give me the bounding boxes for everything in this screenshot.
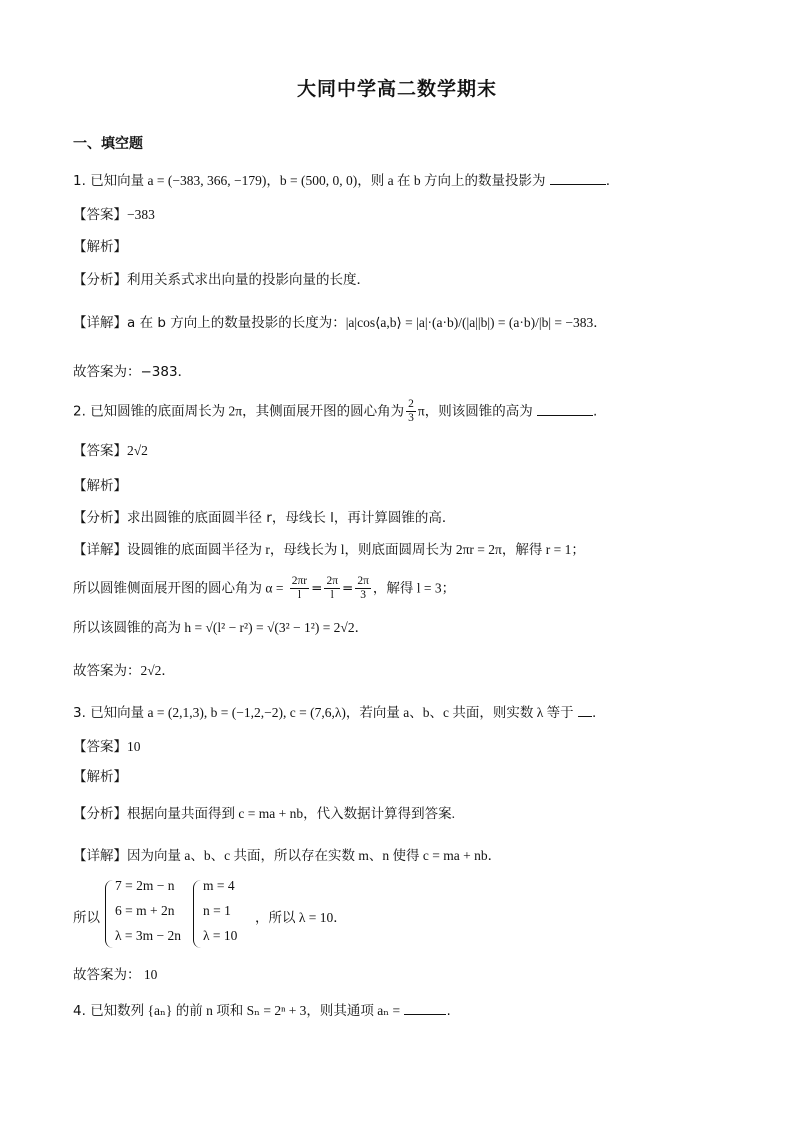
xiangjie-line-2: [73, 540, 585, 560]
projection-formula: |a|cos⟨a,b⟩ = |a|·(a·b)/(|a||b|) = (a·b)/|b| = −383: [345, 315, 594, 330]
xiangjie-label: 【详解】: [73, 848, 127, 864]
answer-blank: [550, 170, 606, 185]
answer-blank: [537, 401, 593, 416]
analysis-label: 【解析】: [73, 239, 127, 255]
answer-label: 【答案】: [73, 443, 127, 459]
question-2: 2. 已知圆锥的底面周长为 2π，其侧面展开图的圆心角为 $\frac{2}{3}$ π，则该圆锥的高为 .: [73, 398, 598, 424]
xiangjie-label: 【详解】: [73, 542, 127, 558]
answer-line-3: [73, 737, 141, 757]
xiangjie-text: a 在 b 方向上的数量投影的长度为：: [127, 315, 346, 331]
fenxi-label: 【分析】: [73, 806, 127, 822]
fraction-2pir-over-l: $\frac{2\pi r}{l}$: [291, 575, 308, 601]
question-number: 2.: [73, 403, 86, 420]
fenxi-text: 根据向量共面得到 c = ma + nb，代入数据计算得到答案.: [127, 806, 455, 821]
xiangjie-line-2b: 所以圆锥侧面展开图的圆心角为 α = $\frac{2\pi r}{l}$ = $\frac{2\pi}{l}$ = $\frac{2\pi}{3}$ ，解得 l = 3；: [73, 575, 456, 601]
answer-blank: [578, 702, 592, 717]
conclusion-2: 故答案为：2√2．: [73, 663, 175, 678]
section-heading: 一、填空题: [73, 136, 143, 152]
question-1: 1. 已知向量 a = (−383, 366, −179)，b = (500, 0, 0)，则 a 在 b 方向上的数量投影为 .: [73, 170, 610, 191]
answer-label: 【答案】: [73, 207, 127, 223]
fraction-2pi-over-l: $\frac{2\pi}{l}$: [326, 575, 338, 601]
question-number: 3.: [73, 705, 86, 721]
answer-value: 2√2: [127, 443, 148, 458]
question-number: 1.: [73, 173, 86, 189]
page-title: 大同中学高二数学期末: [296, 78, 497, 100]
angle-fraction: $\frac{2}{3}$: [408, 398, 414, 424]
question-text-cont: π，则该圆锥的高为: [417, 403, 533, 419]
question-text: 已知数列 {aₙ} 的前 n 项和 Sₙ = 2ⁿ + 3，则其通项 aₙ =: [90, 1003, 401, 1018]
xiangjie-text: 设圆锥的底面圆半径为 r，母线长为 l，则底面圆周长为 2πr = 2π，解得 r = 1；: [127, 542, 585, 557]
xiangjie-line-3: [73, 846, 501, 866]
question-4: 4. 已知数列 {aₙ} 的前 n 项和 Sₙ = 2ⁿ + 3，则其通项 aₙ = .: [73, 1000, 451, 1021]
fenxi-label: 【分析】: [73, 510, 127, 526]
question-3: 3. 已知向量 a = (2,1,3), b = (−1,2,−2), c = (7,6,λ)，若向量 a、b、c 共面，则实数 λ 等于 .: [73, 702, 596, 723]
answer-line-2: [73, 441, 148, 461]
left-brace: [105, 880, 113, 948]
xiangjie-label: 【详解】: [73, 315, 127, 331]
question-number: 4.: [73, 1003, 86, 1019]
conclusion-3: 故答案为： 10: [73, 967, 158, 982]
answer-blank: [404, 1000, 446, 1015]
question-text: 已知向量 a = (2,1,3), b = (−1,2,−2), c = (7,6,λ)，若向量 a、b、c 共面，则实数 λ 等于: [90, 705, 574, 720]
analysis-label: 【解析】: [73, 478, 127, 494]
fenxi-label: 【分析】: [73, 272, 127, 288]
answer-value: −383: [127, 207, 155, 222]
fenxi-line-2: [73, 508, 455, 528]
answer-value: 10: [127, 739, 141, 754]
answer-label: 【答案】: [73, 739, 127, 755]
fenxi-line-1: [73, 270, 370, 290]
fraction-2pi-over-3: $\frac{2\pi}{3}$: [357, 575, 369, 601]
fenxi-text: 求出圆锥的底面圆半径 r，母线长 l，再计算圆锥的高．: [127, 510, 456, 526]
fenxi-line-3: [73, 804, 455, 824]
xiangjie-line-2c: 所以该圆锥的高为 h = √(l² − r²) = √(3² − 1²) = 2√2．: [73, 620, 369, 635]
conclusion-1: 故答案为：−383．: [73, 364, 192, 380]
answer-line-1: [73, 205, 155, 225]
right-brace: [193, 880, 201, 948]
question-text: 已知圆锥的底面周长为 2π，其侧面展开图的圆心角为: [90, 403, 405, 419]
equation-system: 所以 7 = 2m − n 6 = m + 2n λ = 3m − 2n m = 4 n = 1 λ = 10 ，所以 λ = 10．: [73, 878, 493, 950]
analysis-label: 【解析】: [73, 769, 127, 785]
xiangjie-line-1: 【详解】a 在 b 方向上的数量投影的长度为：|a|cos⟨a,b⟩ = |a|·(a·b)/(|a||b|) = (a·b)/|b| = −383．: [73, 315, 607, 331]
xiangjie-text: 因为向量 a、b、c 共面，所以存在实数 m、n 使得 c = ma + nb．: [127, 848, 502, 863]
question-text: 已知向量 a = (−383, 366, −179)，b = (500, 0, 0)，则 a 在 b 方向上的数量投影为: [90, 173, 546, 188]
fenxi-text: 利用关系式求出向量的投影向量的长度．: [127, 272, 370, 288]
